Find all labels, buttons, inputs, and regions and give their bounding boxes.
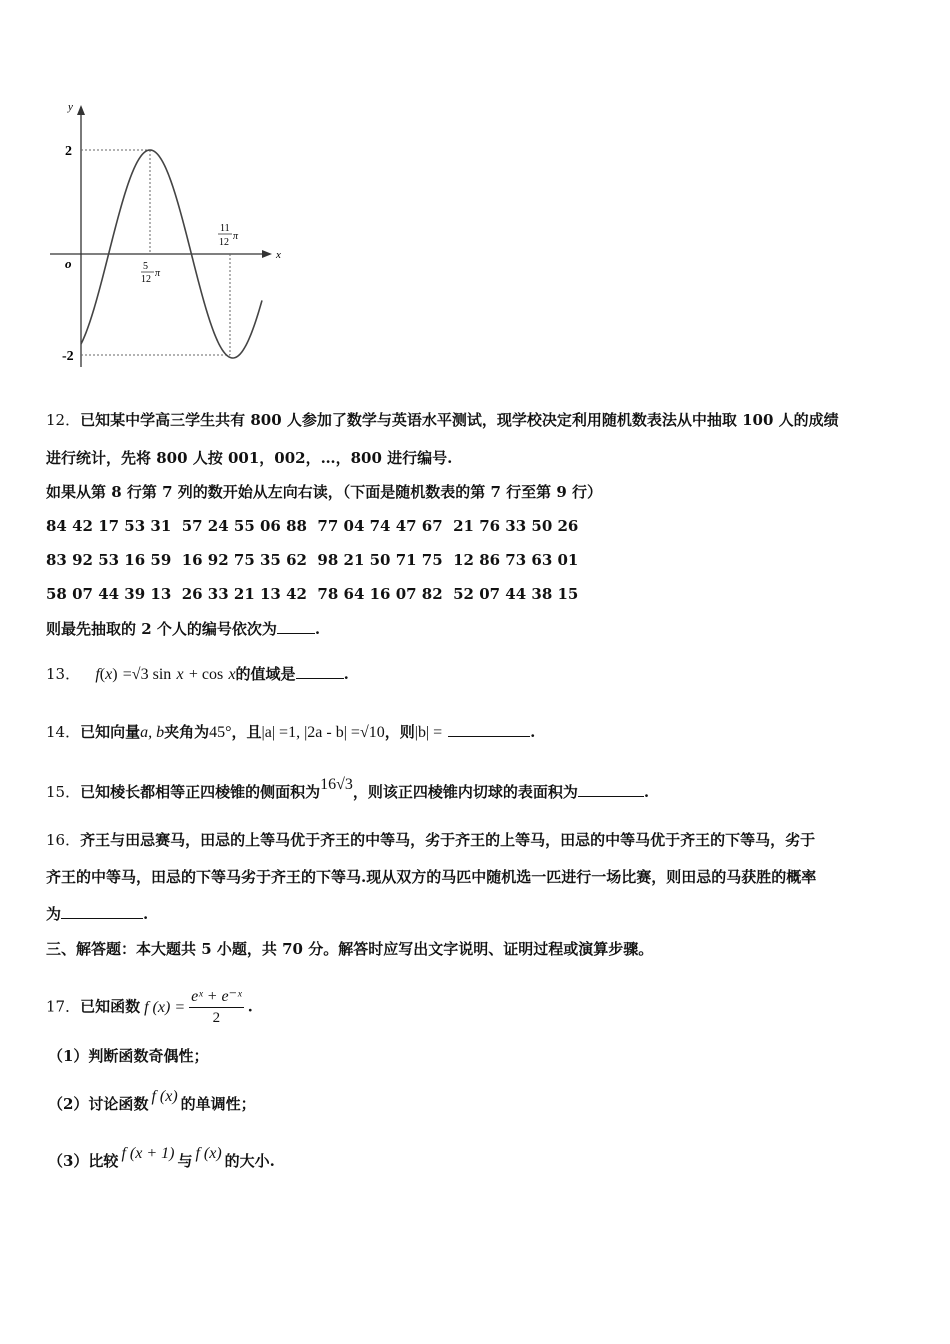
y-max-label: 2 xyxy=(65,144,72,159)
y-axis-label: y xyxy=(68,101,73,113)
q12-line3: 如果从第 8 行第 7 列的数开始从左向右读，（下面是随机数表的第 7 行至第 9 行） xyxy=(46,483,603,501)
x-peak-den: 12 xyxy=(141,274,151,285)
q12-line1 xyxy=(46,410,839,430)
q12-end: . xyxy=(314,620,321,638)
q17-p3-mid: 与 xyxy=(177,1152,193,1170)
q14 xyxy=(46,722,535,743)
q16-line1 xyxy=(46,830,815,850)
x-trough-den: 12 xyxy=(219,237,229,248)
section-3-heading: 三、解答题：本大题共 5 小题，共 70 分。解答时应写出文字说明、证明过程或演算步骤。 xyxy=(46,940,654,958)
q14-vectors: a, b xyxy=(140,724,165,741)
q14-end: . xyxy=(530,723,536,741)
q17-part2 xyxy=(48,1088,256,1115)
sine-graph xyxy=(40,95,300,380)
q16-text1: 齐王与田忌赛马，田忌的上等马优于齐王的中等马，劣于齐王的上等马，田忌的中等马优于齐王的下等马，劣于 xyxy=(80,831,816,849)
q15-answer-blank xyxy=(578,782,644,797)
random-table-row-9: 58 07 44 39 13 26 33 21 13 42 78 64 16 07 82 52 07 44 38 15 xyxy=(46,585,579,603)
q13-end: . xyxy=(343,665,349,683)
q14-number: 14． xyxy=(46,723,81,741)
q16-text3: 为 xyxy=(46,905,62,923)
q13-text: 的值域是 xyxy=(235,665,296,683)
q16-line3 xyxy=(46,904,148,924)
q14-t4: ，则 xyxy=(384,723,415,741)
q13-number: 13． xyxy=(46,665,81,683)
q13-rhs1: =√3 sin xyxy=(122,666,172,683)
q14-t3: ，且 xyxy=(231,723,262,741)
q17-f-lhs: f (x) = xyxy=(144,998,186,1016)
q13 xyxy=(46,664,349,685)
q17-fraction xyxy=(189,987,243,1028)
q17-p3-f1: f (x + 1) xyxy=(121,1145,175,1162)
q13-rhs2: + cos xyxy=(188,666,224,683)
q13-x: x xyxy=(105,666,113,683)
q16-number: 16． xyxy=(46,831,81,849)
q15-end: . xyxy=(643,783,650,801)
q14-angle: 45° xyxy=(209,724,232,741)
x-axis-label: x xyxy=(276,249,281,261)
q17-p3-a: （3）比较 xyxy=(48,1152,119,1170)
y-min-label: -2 xyxy=(62,349,74,364)
q14-ask: |b| = xyxy=(414,724,443,741)
q17-p3-b: 的大小. xyxy=(224,1152,275,1170)
q17-t1: 已知函数 xyxy=(80,997,141,1016)
q16-end: . xyxy=(143,905,149,923)
random-table-row-7: 84 42 17 53 31 57 24 55 06 88 77 04 74 47 67 21 76 33 50 26 xyxy=(46,517,579,535)
q17-p2-b: 的单调性； xyxy=(180,1095,256,1113)
q16-answer-blank xyxy=(61,904,143,919)
x-axis-arrow xyxy=(262,250,272,258)
q12-line2: 进行统计，先将 800 人按 001，002，…，800 进行编号. xyxy=(46,449,453,467)
x-trough-num: 11 xyxy=(220,223,230,234)
q15-area: 16√3 xyxy=(320,776,353,793)
origin-label: o xyxy=(65,256,72,271)
q13-rparen: ) xyxy=(112,666,118,683)
q15-t2: ，则该正四棱锥内切球的表面积为 xyxy=(352,783,578,801)
q15 xyxy=(46,776,650,803)
q15-t1: 已知棱长都相等正四棱锥的侧面积为 xyxy=(80,783,321,801)
q17-p2-f: f (x) xyxy=(151,1088,178,1105)
x-peak-num: 5 xyxy=(143,261,148,272)
q15-number: 15． xyxy=(46,783,81,801)
q17-p2-a: （2）讨论函数 xyxy=(48,1095,149,1113)
q17-end: . xyxy=(247,997,253,1016)
q13-answer-blank xyxy=(296,664,344,679)
q14-condition: |a| =1, |2a - b| =√10 xyxy=(261,724,385,741)
q17-number: 17． xyxy=(46,997,81,1016)
q17 xyxy=(46,987,253,1028)
q17-part1: （1）判断函数奇偶性； xyxy=(48,1047,209,1065)
q12-ask-text: 则最先抽取的 2 个人的编号依次为 xyxy=(46,620,277,638)
q13-x3: x xyxy=(228,666,236,683)
q14-answer-blank xyxy=(448,722,530,737)
q16-line2: 齐王的中等马，田忌的下等马劣于齐王的下等马.现从双方的马匹中随机选一匹进行一场比赛，则田忌的马获胜的概率 xyxy=(46,868,817,886)
q13-x2: x xyxy=(176,666,184,683)
q14-t2: 夹角为 xyxy=(164,723,210,741)
y-axis-arrow xyxy=(77,105,85,115)
x-peak-pi: π xyxy=(155,268,161,279)
random-table-row-8: 83 92 53 16 59 16 92 75 35 62 98 21 50 71 75 12 86 73 63 01 xyxy=(46,551,579,569)
q12-text1: 已知某中学高三学生共有 800 人参加了数学与英语水平测试，现学校决定利用随机数表法从中抽取 100 人的成绩 xyxy=(80,411,839,429)
q14-t1: 已知向量 xyxy=(80,723,141,741)
q13-formula xyxy=(95,665,235,683)
q17-p3-f2: f (x) xyxy=(195,1145,222,1162)
q17-denominator: 2 xyxy=(212,1010,221,1026)
q13-f: f xyxy=(95,666,100,683)
q12-answer-blank xyxy=(277,619,315,634)
q13-lparen: ( xyxy=(99,666,106,683)
q17-numerator: eˣ + e⁻ˣ xyxy=(189,987,243,1008)
q17-part3 xyxy=(48,1145,275,1172)
x-trough-pi: π xyxy=(233,231,239,242)
q12-number: 12． xyxy=(46,411,81,429)
q12-ask xyxy=(46,619,320,639)
